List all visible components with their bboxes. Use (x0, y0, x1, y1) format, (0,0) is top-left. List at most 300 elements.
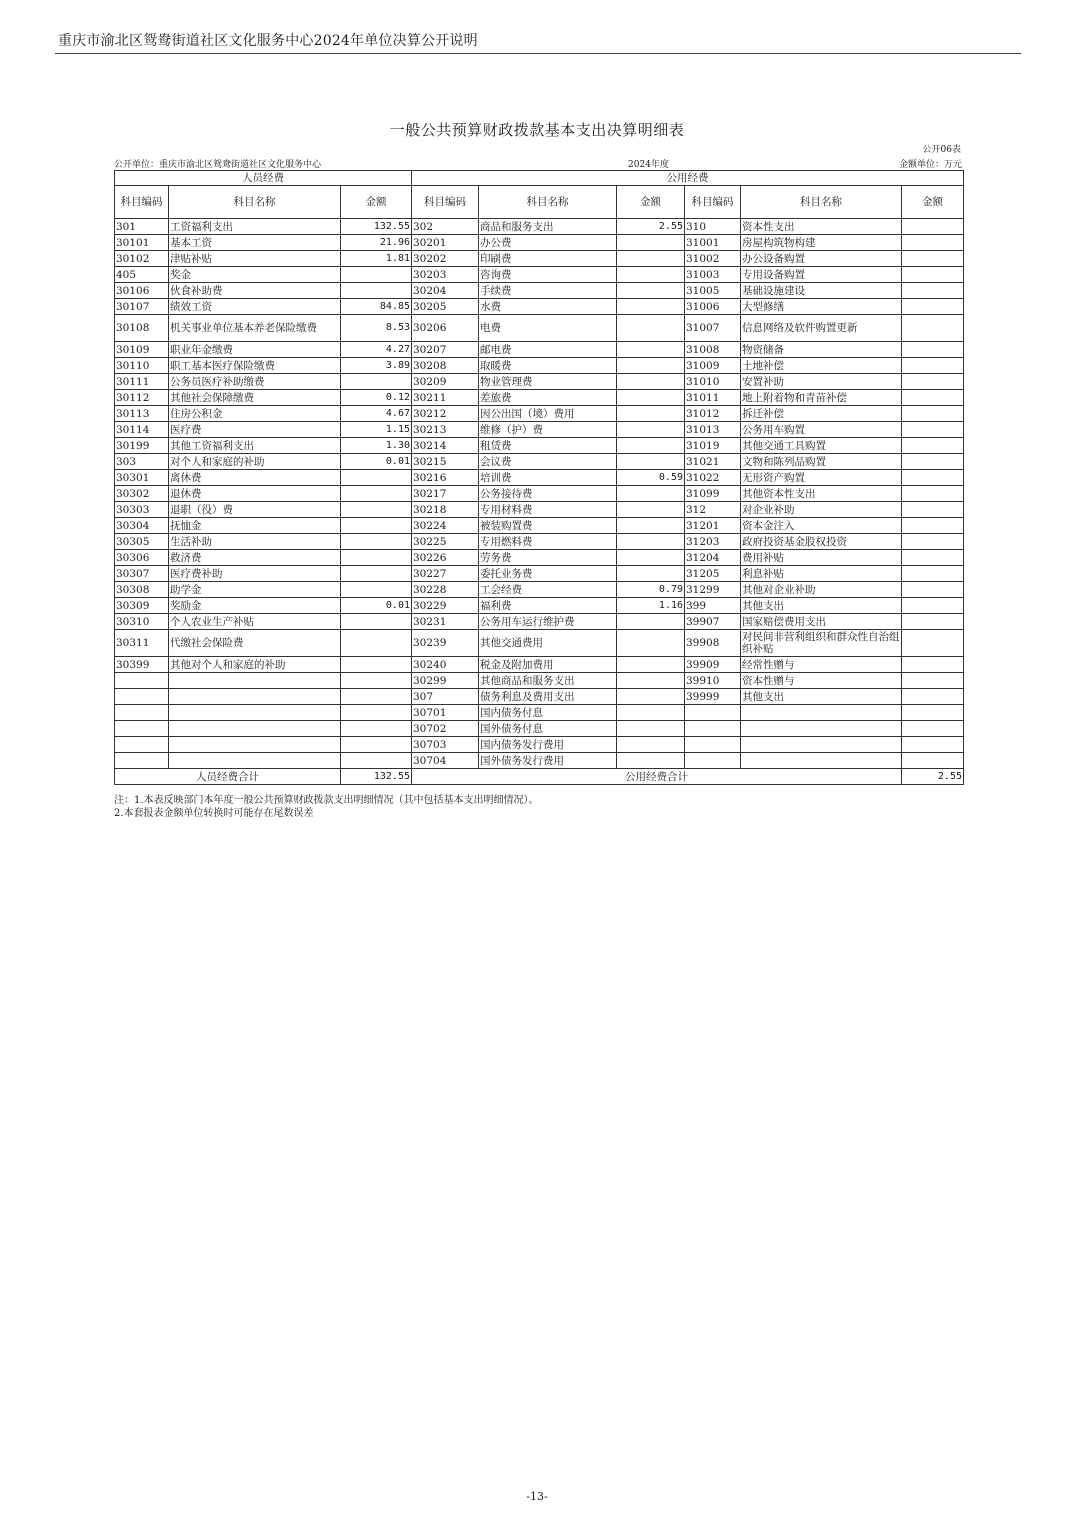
cell-code-3: 31013 (685, 422, 741, 438)
cell-name-1: 基本工资 (169, 235, 341, 251)
cell-code-3: 31099 (685, 486, 741, 502)
cell-amount-1: 1.81 (341, 251, 412, 267)
cell-code-3: 31009 (685, 358, 741, 374)
cell-code-2: 30209 (412, 374, 479, 390)
cell-amount-3 (902, 689, 964, 705)
cell-code-2: 30202 (412, 251, 479, 267)
cell-amount-1 (341, 630, 412, 657)
cell-amount-3 (902, 673, 964, 689)
cell-code-2: 30226 (412, 550, 479, 566)
form-code: 公开06表 (922, 145, 961, 155)
cell-amount-2: 2.55 (617, 219, 685, 235)
cell-code-2: 30701 (412, 705, 479, 721)
cell-amount-1: 8.53 (341, 315, 412, 342)
cell-code-1: 30111 (115, 374, 169, 390)
col-code-2: 科目编码 (412, 186, 479, 219)
cell-code-1: 30302 (115, 486, 169, 502)
cell-amount-2 (617, 454, 685, 470)
personnel-total-amount: 132.55 (341, 769, 412, 785)
cell-amount-2 (617, 315, 685, 342)
table-row (115, 534, 964, 550)
cell-name-1 (169, 689, 341, 705)
cell-amount-1: 4.67 (341, 406, 412, 422)
cell-code-3: 399 (685, 598, 741, 614)
cell-amount-1 (341, 550, 412, 566)
cell-name-1: 抚恤金 (169, 518, 341, 534)
cell-code-1: 30107 (115, 299, 169, 315)
cell-code-2: 30216 (412, 470, 479, 486)
cell-code-3: 312 (685, 502, 741, 518)
public-total-label: 公用经费合计 (412, 769, 902, 785)
cell-code-3: 39910 (685, 673, 741, 689)
cell-amount-2 (617, 267, 685, 283)
cell-code-1: 405 (115, 267, 169, 283)
table-row (115, 630, 964, 657)
cell-amount-2 (617, 422, 685, 438)
expenditure-detail-table (114, 170, 964, 785)
cell-code-2: 302 (412, 219, 479, 235)
cell-name-1 (169, 737, 341, 753)
cell-code-2: 30299 (412, 673, 479, 689)
cell-code-1: 301 (115, 219, 169, 235)
cell-name-3: 拆迁补偿 (741, 406, 902, 422)
cell-amount-3 (902, 438, 964, 454)
cell-amount-3 (902, 358, 964, 374)
cell-code-1: 30106 (115, 283, 169, 299)
header-divider (55, 53, 1021, 54)
table-row (115, 251, 964, 267)
cell-code-2: 30211 (412, 390, 479, 406)
cell-code-3: 31022 (685, 470, 741, 486)
table-row (115, 315, 964, 342)
cell-name-2: 国外债务发行费用 (479, 753, 617, 769)
cell-name-1: 救济费 (169, 550, 341, 566)
cell-amount-1: 0.01 (341, 598, 412, 614)
cell-amount-1 (341, 518, 412, 534)
cell-amount-3 (902, 502, 964, 518)
cell-code-2: 30225 (412, 534, 479, 550)
cell-amount-3 (902, 582, 964, 598)
col-amount-3: 金额 (902, 186, 964, 219)
cell-name-3: 大型修缮 (741, 299, 902, 315)
cell-amount-1: 1.15 (341, 422, 412, 438)
table-row (115, 721, 964, 737)
cell-name-3 (741, 753, 902, 769)
cell-name-3: 费用补贴 (741, 550, 902, 566)
cell-name-2: 因公出国（境）费用 (479, 406, 617, 422)
cell-name-1: 代缴社会保险费 (169, 630, 341, 657)
cell-code-2: 30214 (412, 438, 479, 454)
cell-code-3 (685, 721, 741, 737)
table-row (115, 689, 964, 705)
table-row (115, 673, 964, 689)
cell-amount-2 (617, 705, 685, 721)
cell-code-3: 31205 (685, 566, 741, 582)
table-meta-row (114, 157, 962, 169)
cell-code-3: 31005 (685, 283, 741, 299)
col-name-2: 科目名称 (479, 186, 617, 219)
cell-amount-2 (617, 518, 685, 534)
cell-amount-1 (341, 689, 412, 705)
cell-code-2: 30205 (412, 299, 479, 315)
cell-code-3: 31010 (685, 374, 741, 390)
cell-name-2: 其他交通费用 (479, 630, 617, 657)
cell-code-3 (685, 737, 741, 753)
cell-name-3: 资本金注入 (741, 518, 902, 534)
cell-amount-2: 0.79 (617, 582, 685, 598)
col-name-3: 科目名称 (741, 186, 902, 219)
cell-code-3: 31201 (685, 518, 741, 534)
cell-name-3: 土地补偿 (741, 358, 902, 374)
cell-amount-3 (902, 251, 964, 267)
table-row (115, 598, 964, 614)
cell-amount-2 (617, 753, 685, 769)
cell-name-3: 地上附着物和青苗补偿 (741, 390, 902, 406)
cell-name-2: 税金及附加费用 (479, 657, 617, 673)
table-row (115, 283, 964, 299)
cell-code-3: 31003 (685, 267, 741, 283)
cell-name-1 (169, 673, 341, 689)
cell-amount-1 (341, 534, 412, 550)
cell-name-1: 生活补助 (169, 534, 341, 550)
cell-amount-3 (902, 534, 964, 550)
cell-name-2: 专用燃料费 (479, 534, 617, 550)
cell-code-1 (115, 689, 169, 705)
table-row (115, 753, 964, 769)
cell-name-2: 水费 (479, 299, 617, 315)
cell-amount-1: 84.85 (341, 299, 412, 315)
cell-name-1: 退职（役）费 (169, 502, 341, 518)
cell-amount-3 (902, 518, 964, 534)
money-unit: 金额单位：万元 (898, 160, 962, 170)
cell-code-2: 30201 (412, 235, 479, 251)
cell-name-1: 工资福利支出 (169, 219, 341, 235)
cell-name-2: 物业管理费 (479, 374, 617, 390)
reporting-unit: 公开单位：重庆市渝北区鸳鸯街道社区文化服务中心 (114, 160, 322, 170)
cell-amount-3 (902, 219, 964, 235)
cell-amount-1 (341, 502, 412, 518)
table-row (115, 390, 964, 406)
cell-code-3: 31007 (685, 315, 741, 342)
cell-code-1: 30301 (115, 470, 169, 486)
table-row (115, 657, 964, 673)
cell-code-3: 31299 (685, 582, 741, 598)
cell-name-2: 国内债务付息 (479, 705, 617, 721)
page-number: -13- (526, 1490, 548, 1503)
cell-code-3: 39908 (685, 630, 741, 657)
cell-amount-1 (341, 486, 412, 502)
cell-name-1 (169, 753, 341, 769)
cell-name-2: 维修（护）费 (479, 422, 617, 438)
cell-name-2: 商品和服务支出 (479, 219, 617, 235)
cell-amount-3 (902, 753, 964, 769)
cell-name-2: 工会经费 (479, 582, 617, 598)
cell-code-1: 30306 (115, 550, 169, 566)
cell-amount-3 (902, 454, 964, 470)
cell-code-3: 31006 (685, 299, 741, 315)
cell-name-3 (741, 705, 902, 721)
cell-amount-3 (902, 657, 964, 673)
table-row (115, 358, 964, 374)
cell-amount-2 (617, 614, 685, 630)
cell-amount-2 (617, 673, 685, 689)
cell-name-3: 房屋构筑物构建 (741, 235, 902, 251)
cell-amount-3 (902, 737, 964, 753)
cell-amount-1: 0.12 (341, 390, 412, 406)
cell-name-2: 债务利息及费用支出 (479, 689, 617, 705)
table-row (115, 422, 964, 438)
cell-name-1: 奖励金 (169, 598, 341, 614)
cell-name-2: 差旅费 (479, 390, 617, 406)
cell-name-1: 伙食补助费 (169, 283, 341, 299)
public-total-amount: 2.55 (902, 769, 964, 785)
cell-code-2: 307 (412, 689, 479, 705)
cell-code-3: 31011 (685, 390, 741, 406)
cell-name-1: 医疗费补助 (169, 566, 341, 582)
cell-name-3: 利息补贴 (741, 566, 902, 582)
cell-amount-2 (617, 283, 685, 299)
cell-name-1: 职工基本医疗保险缴费 (169, 358, 341, 374)
col-amount-1: 金额 (341, 186, 412, 219)
cell-code-2: 30702 (412, 721, 479, 737)
cell-code-2: 30215 (412, 454, 479, 470)
cell-amount-3 (902, 406, 964, 422)
cell-name-1: 职业年金缴费 (169, 342, 341, 358)
cell-name-2: 办公费 (479, 235, 617, 251)
cell-code-3: 31203 (685, 534, 741, 550)
cell-amount-3 (902, 235, 964, 251)
cell-name-1: 离休费 (169, 470, 341, 486)
cell-amount-1: 21.96 (341, 235, 412, 251)
cell-name-2: 被装购置费 (479, 518, 617, 534)
table-row (115, 737, 964, 753)
cell-amount-2 (617, 630, 685, 657)
cell-name-1: 其他对个人和家庭的补助 (169, 657, 341, 673)
cell-amount-3 (902, 721, 964, 737)
cell-name-3: 办公设备购置 (741, 251, 902, 267)
cell-name-2: 国内债务发行费用 (479, 737, 617, 753)
cell-amount-1: 0.01 (341, 454, 412, 470)
note-2: 2.本套报表金额单位转换时可能存在尾数误差 (114, 808, 314, 819)
table-row (115, 582, 964, 598)
cell-code-2: 30207 (412, 342, 479, 358)
cell-amount-1 (341, 582, 412, 598)
fiscal-year: 2024年度 (628, 160, 669, 170)
cell-name-1: 机关事业单位基本养老保险缴费 (169, 315, 341, 342)
table-row (115, 566, 964, 582)
cell-amount-1: 132.55 (341, 219, 412, 235)
cell-name-3: 专用设备购置 (741, 267, 902, 283)
cell-name-1: 公务员医疗补助缴费 (169, 374, 341, 390)
cell-amount-1 (341, 566, 412, 582)
col-amount-2: 金额 (617, 186, 685, 219)
cell-name-1 (169, 721, 341, 737)
cell-code-2: 30703 (412, 737, 479, 753)
table-row (115, 267, 964, 283)
cell-code-2: 30231 (412, 614, 479, 630)
table-row (115, 502, 964, 518)
cell-amount-2 (617, 438, 685, 454)
cell-amount-1 (341, 657, 412, 673)
cell-amount-2 (617, 390, 685, 406)
cell-amount-2 (617, 374, 685, 390)
cell-name-1: 医疗费 (169, 422, 341, 438)
cell-amount-2 (617, 235, 685, 251)
cell-code-2: 30203 (412, 267, 479, 283)
cell-name-1: 津贴补贴 (169, 251, 341, 267)
cell-name-3: 文物和陈列品购置 (741, 454, 902, 470)
table-row (115, 550, 964, 566)
cell-code-2: 30240 (412, 657, 479, 673)
table-row (115, 235, 964, 251)
cell-name-3: 资本性支出 (741, 219, 902, 235)
cell-code-1: 30303 (115, 502, 169, 518)
table-row (115, 470, 964, 486)
table-row (115, 406, 964, 422)
cell-code-1 (115, 705, 169, 721)
cell-amount-3 (902, 598, 964, 614)
table-title: 一般公共预算财政拨款基本支出决算明细表 (389, 121, 685, 139)
cell-code-2: 30204 (412, 283, 479, 299)
cell-name-3: 对民间非营利组织和群众性自治组织补贴 (742, 631, 900, 655)
cell-amount-3 (902, 342, 964, 358)
cell-amount-2: 0.59 (617, 470, 685, 486)
cell-amount-1 (341, 721, 412, 737)
section-header-row (115, 171, 964, 186)
cell-amount-3 (902, 614, 964, 630)
cell-name-2: 公务接待费 (479, 486, 617, 502)
cell-amount-1: 1.30 (341, 438, 412, 454)
cell-code-3: 31002 (685, 251, 741, 267)
cell-code-1: 30304 (115, 518, 169, 534)
cell-code-1: 30199 (115, 438, 169, 454)
cell-code-2: 30239 (412, 630, 479, 657)
cell-name-3: 对企业补助 (741, 502, 902, 518)
cell-name-3: 信息网络及软件购置更新 (741, 315, 902, 342)
cell-code-2: 30208 (412, 358, 479, 374)
cell-name-1: 助学金 (169, 582, 341, 598)
col-name-1: 科目名称 (169, 186, 341, 219)
cell-name-3: 安置补助 (741, 374, 902, 390)
cell-name-2: 福利费 (479, 598, 617, 614)
cell-amount-2 (617, 358, 685, 374)
table-row (115, 438, 964, 454)
table-row (115, 219, 964, 235)
cell-code-3: 310 (685, 219, 741, 235)
cell-name-2: 取暖费 (479, 358, 617, 374)
cell-amount-1 (341, 614, 412, 630)
cell-amount-3 (902, 267, 964, 283)
cell-amount-3 (902, 422, 964, 438)
cell-name-3: 基础设施建设 (741, 283, 902, 299)
cell-code-3: 31001 (685, 235, 741, 251)
cell-amount-1 (341, 753, 412, 769)
cell-name-3: 政府投资基金股权投资 (741, 534, 902, 550)
cell-amount-1 (341, 705, 412, 721)
cell-amount-3 (902, 486, 964, 502)
table-row (115, 342, 964, 358)
cell-name-1 (169, 705, 341, 721)
cell-name-1: 个人农业生产补贴 (169, 614, 341, 630)
cell-name-1: 对个人和家庭的补助 (169, 454, 341, 470)
cell-code-3: 31019 (685, 438, 741, 454)
cell-amount-2 (617, 342, 685, 358)
table-notes (114, 794, 539, 820)
cell-code-1: 30311 (115, 630, 169, 657)
cell-name-1: 住房公积金 (169, 406, 341, 422)
cell-code-2: 30217 (412, 486, 479, 502)
cell-name-3 (741, 737, 902, 753)
cell-name-1: 其他社会保障缴费 (169, 390, 341, 406)
cell-name-2: 手续费 (479, 283, 617, 299)
table-row (115, 299, 964, 315)
cell-name-2: 咨询费 (479, 267, 617, 283)
note-1: 注：1.本表反映部门本年度一般公共预算财政拨款支出明细情况（其中包括基本支出明细情况）。 (114, 795, 539, 806)
cell-code-1: 30109 (115, 342, 169, 358)
section-public: 公用经费 (412, 171, 964, 186)
cell-amount-3 (902, 390, 964, 406)
cell-name-3: 公务用车购置 (741, 422, 902, 438)
cell-code-1: 30310 (115, 614, 169, 630)
cell-amount-1 (341, 737, 412, 753)
cell-name-2: 委托业务费 (479, 566, 617, 582)
cell-name-3: 其他资本性支出 (741, 486, 902, 502)
cell-code-1: 30399 (115, 657, 169, 673)
personnel-total-label: 人员经费合计 (115, 769, 341, 785)
cell-amount-2 (617, 502, 685, 518)
cell-code-1: 303 (115, 454, 169, 470)
cell-code-3: 39909 (685, 657, 741, 673)
cell-amount-3 (902, 315, 964, 342)
cell-code-1 (115, 753, 169, 769)
cell-code-1: 30308 (115, 582, 169, 598)
col-code-3: 科目编码 (685, 186, 741, 219)
cell-amount-2: 1.16 (617, 598, 685, 614)
cell-code-3: 31204 (685, 550, 741, 566)
cell-name-2: 培训费 (479, 470, 617, 486)
cell-amount-3 (902, 374, 964, 390)
cell-code-1 (115, 673, 169, 689)
cell-name-3: 资本性赠与 (741, 673, 902, 689)
cell-amount-1 (341, 374, 412, 390)
cell-name-2: 邮电费 (479, 342, 617, 358)
cell-name-3: 物资储备 (741, 342, 902, 358)
table-row (115, 454, 964, 470)
cell-name-3: 无形资产购置 (741, 470, 902, 486)
cell-name-3: 其他对企业补助 (741, 582, 902, 598)
cell-amount-3 (902, 283, 964, 299)
cell-amount-3 (902, 705, 964, 721)
totals-row (115, 769, 964, 785)
cell-amount-2 (617, 721, 685, 737)
cell-amount-2 (617, 299, 685, 315)
cell-code-2: 30229 (412, 598, 479, 614)
cell-amount-3 (902, 550, 964, 566)
cell-code-3: 39907 (685, 614, 741, 630)
cell-code-3: 39999 (685, 689, 741, 705)
cell-code-2: 30206 (412, 315, 479, 342)
cell-code-1 (115, 737, 169, 753)
cell-code-1: 30102 (115, 251, 169, 267)
cell-amount-2 (617, 251, 685, 267)
cell-code-3: 31008 (685, 342, 741, 358)
cell-name-2: 印刷费 (479, 251, 617, 267)
cell-code-1: 30307 (115, 566, 169, 582)
cell-amount-2 (617, 737, 685, 753)
cell-name-2: 国外债务付息 (479, 721, 617, 737)
cell-name-2: 公务用车运行维护费 (479, 614, 617, 630)
cell-code-1: 30101 (115, 235, 169, 251)
